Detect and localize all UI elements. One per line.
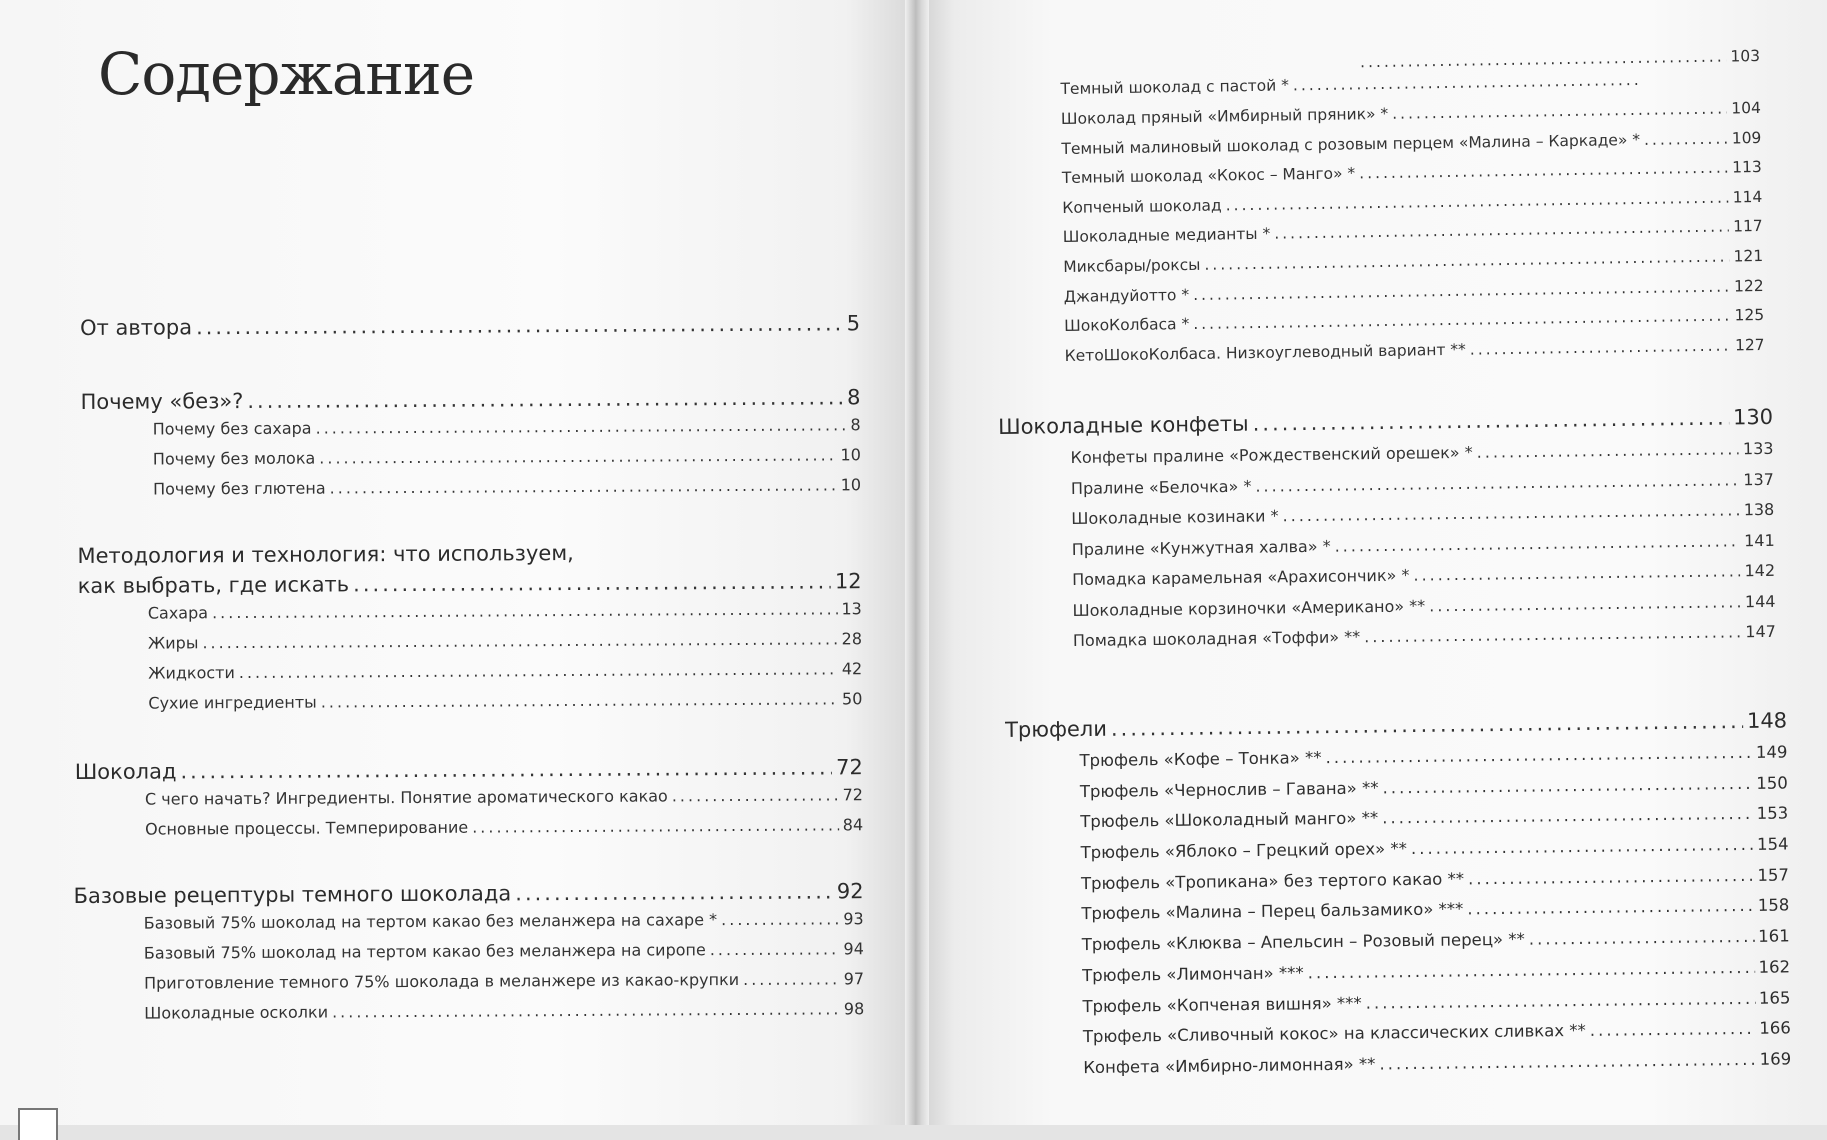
toc-label: ШокоКолбаса *	[1064, 315, 1190, 336]
toc-page: 117	[1732, 217, 1763, 236]
toc-item[interactable]	[81, 445, 861, 480]
leader-dots	[1411, 835, 1753, 858]
toc-label: Трюфель «Малина – Перец бальзамико» ***	[1081, 899, 1464, 924]
toc-label: Копченый шоколад	[1062, 196, 1222, 217]
leader-dots	[1325, 743, 1752, 767]
toc-page: 72	[835, 755, 863, 780]
leader-dots	[353, 569, 831, 596]
toc-label: Шоколадные осколки	[144, 1002, 329, 1023]
toc-page: 161	[1758, 926, 1790, 946]
toc-page: 13	[841, 599, 862, 619]
toc-page: 97	[843, 969, 865, 989]
toc-label: Почему без молока	[152, 448, 316, 469]
toc-label: Темный шоколад «Кокос – Манго» *	[1061, 164, 1356, 188]
leader-dots	[321, 689, 838, 711]
toc-label: Трюфель «Тропикана» без тертого какао **	[1080, 869, 1465, 893]
toc-page: 141	[1744, 530, 1775, 550]
leader-dots	[710, 939, 840, 959]
toc-label: Трюфель «Сливочный кокос» на классических сливках **	[1082, 1021, 1586, 1047]
toc-page: 148	[1746, 708, 1788, 733]
leader-dots	[1429, 592, 1741, 615]
toc-label: Конфета «Имбирно-лимонная» **	[1083, 1054, 1376, 1077]
toc-page: 42	[841, 659, 863, 679]
toc-page: 150	[1756, 773, 1788, 793]
toc-label: как выбрать, где искать	[77, 572, 350, 599]
toc-label: Базовые рецептуры темного шоколада	[73, 881, 512, 909]
leader-dots	[1477, 439, 1740, 461]
leader-dots	[472, 815, 839, 836]
leader-dots	[239, 659, 838, 682]
toc-label: Почему «без»?	[80, 389, 244, 414]
toc-page: 10	[840, 445, 861, 465]
toc-section-why[interactable]	[80, 385, 860, 420]
toc-label: Миксбары/роксы	[1063, 255, 1201, 276]
toc-item[interactable]	[82, 689, 862, 724]
toc-label: Трюфель «Клюква – Апельсин – Розовый перец» **	[1081, 929, 1525, 955]
toc-item[interactable]	[84, 909, 864, 944]
toc-label: Основные процессы. Темперирование	[145, 817, 469, 839]
leader-dots	[1529, 927, 1755, 949]
toc-item[interactable]	[84, 999, 864, 1034]
toc-label: Джандуйотто *	[1063, 285, 1190, 306]
toc-page: 98	[843, 999, 865, 1019]
toc-label: Шоколадные корзиночки «Американо» **	[1072, 595, 1426, 620]
toc-label: От автора	[80, 315, 193, 340]
toc-page: 109	[1731, 128, 1762, 148]
leader-dots	[1590, 1019, 1756, 1040]
leader-dots	[1364, 622, 1741, 646]
leader-dots	[212, 599, 838, 622]
toc-label: Трюфель «Копченая вишня» ***	[1082, 993, 1362, 1016]
toc-page: 103	[1730, 47, 1761, 66]
leader-dots	[180, 755, 832, 783]
leader-dots	[1644, 129, 1728, 148]
leader-dots	[1468, 866, 1754, 888]
leader-dots	[332, 999, 840, 1021]
toc-item[interactable]	[82, 659, 862, 694]
page-title: Содержание	[98, 40, 475, 108]
leader-dots	[721, 909, 839, 929]
toc-page: 169	[1759, 1049, 1792, 1069]
toc-label: Трюфели	[1005, 716, 1108, 742]
toc-label: С чего начать? Ингредиенты. Понятие ароматического какао	[144, 786, 668, 809]
toc-label: Шоколадные козинаки *	[1071, 506, 1279, 529]
toc-section-method-line1[interactable]: Методология и технология: что используем,	[77, 540, 574, 569]
toc-label: Пралине «Кунжутная халва» *	[1071, 536, 1331, 559]
leader-dots	[319, 445, 836, 467]
toc-label: Трюфель «Кофе – Тонка» **	[1079, 748, 1322, 771]
toc-page: 137	[1743, 469, 1775, 489]
toc-label: Трюфель «Шоколадный манго» **	[1080, 808, 1379, 832]
leader-dots	[1467, 896, 1754, 918]
leader-dots	[330, 475, 837, 497]
toc-label: Базовый 75% шоколад на тертом какао без меланжера на сиропе	[143, 940, 706, 963]
toc-page: 72	[842, 785, 863, 805]
right-toc-truffles	[1005, 708, 1791, 1089]
leader-dots	[202, 629, 837, 652]
toc-label: Почему без глютена	[153, 478, 326, 499]
toc-page: 122	[1733, 276, 1764, 296]
toc-page: 162	[1758, 957, 1791, 977]
leader-dots	[743, 969, 840, 989]
leader-dots	[1366, 988, 1755, 1012]
leader-dots	[1413, 561, 1740, 584]
toc-page: 125	[1734, 306, 1765, 325]
leader-dots	[1470, 336, 1731, 358]
toc-section-method[interactable]	[78, 569, 862, 604]
toc-page: 10	[840, 475, 862, 495]
toc-page: 157	[1757, 865, 1790, 885]
toc-label: Сахара	[147, 603, 209, 623]
leader-dots	[1252, 405, 1729, 435]
toc-page: 93	[843, 909, 864, 929]
toc-page: 121	[1733, 246, 1764, 266]
toc-item[interactable]	[84, 939, 864, 974]
toc-page: 92	[836, 879, 864, 904]
toc-section-author[interactable]	[80, 311, 860, 346]
leader-dots	[1382, 804, 1753, 828]
toc-label: Приготовление темного 75% шоколада в меланжере из какао-крупки	[144, 969, 740, 993]
right-toc-candies	[998, 405, 1776, 663]
toc-item[interactable]	[83, 815, 863, 850]
toc-label: Базовый 75% шоколад на тертом какао без меланжера на сахаре *	[143, 910, 718, 933]
toc-page: 8	[850, 415, 861, 435]
toc-label: Помадка карамельная «Арахисончик» *	[1072, 565, 1410, 590]
toc-page: 5	[846, 311, 861, 336]
toc-label: Помадка шоколадная «Тоффи» **	[1072, 627, 1361, 651]
toc-page: 104	[1731, 98, 1762, 118]
toc-page: 130	[1732, 404, 1774, 430]
toc-page: 113	[1732, 158, 1762, 177]
toc-label: Трюфель «Яблоко – Грецкий орех» **	[1080, 839, 1408, 863]
toc-page: 50	[841, 689, 863, 709]
page-number-box	[18, 1108, 58, 1140]
toc-section-chocolate[interactable]	[75, 755, 863, 790]
toc-page: 166	[1759, 1018, 1791, 1038]
toc-label: Пралине «Белочка» *	[1070, 476, 1252, 498]
toc-label: Почему без сахара	[152, 418, 312, 439]
toc-page: 158	[1757, 895, 1790, 916]
toc-page: 84	[842, 815, 864, 835]
toc-label: Трюфель «Чернослив – Гавана» **	[1079, 778, 1379, 801]
leader-dots	[515, 879, 833, 905]
leader-dots	[1308, 958, 1755, 982]
toc-item[interactable]	[81, 475, 861, 510]
toc-label: Жиры	[147, 633, 199, 653]
leader-dots	[196, 311, 843, 339]
toc-page: 147	[1745, 621, 1777, 642]
toc-page: 149	[1755, 742, 1788, 762]
toc-page: 153	[1756, 803, 1789, 824]
toc-label: КетоШокоКолбаса. Низкоуглеводный вариант **	[1064, 340, 1466, 365]
leader-dots	[1392, 100, 1727, 123]
toc-page: 12	[834, 569, 862, 594]
right-toc-top	[1060, 47, 1765, 376]
leader-dots	[247, 385, 843, 413]
toc-item[interactable]	[81, 415, 861, 450]
toc-label: Шоколад	[74, 759, 177, 785]
toc-label: Шоколадные медианты *	[1062, 225, 1271, 247]
toc-label: Конфеты пралине «Рождественский орешек» *	[1070, 442, 1473, 468]
toc-item[interactable]	[82, 599, 862, 634]
toc-page: 114	[1732, 187, 1763, 207]
toc-label: Сухие ингредиенты	[148, 692, 317, 713]
toc-label: Темный малиновый шоколад с розовым перцем «Малина – Каркаде» *	[1061, 130, 1641, 158]
toc-page: 138	[1743, 499, 1775, 520]
toc-label: Жидкости	[148, 663, 235, 683]
toc-page: 144	[1744, 591, 1776, 611]
toc-item[interactable]	[84, 969, 864, 1004]
toc-item[interactable]	[82, 629, 862, 664]
toc-label: Шоколадные конфеты	[998, 411, 1249, 439]
book-gutter	[905, 0, 929, 1125]
leader-dots	[1334, 531, 1740, 555]
toc-page: 133	[1742, 438, 1774, 459]
left-toc	[73, 311, 865, 1034]
toc-page: 127	[1734, 335, 1765, 355]
toc-section-base[interactable]	[73, 879, 863, 914]
toc-page: 94	[843, 939, 864, 959]
toc-page: 142	[1744, 560, 1776, 581]
toc-item[interactable]	[83, 785, 863, 820]
leader-dots	[316, 415, 847, 437]
leader-dots	[1382, 774, 1752, 798]
leader-dots	[672, 785, 839, 805]
toc-page: 154	[1756, 834, 1789, 854]
toc-page: 165	[1758, 987, 1791, 1008]
toc-label: Шоколад пряный «Имбирный пряник» *	[1060, 104, 1389, 128]
toc-page: 28	[841, 629, 863, 649]
toc-page: 8	[847, 385, 861, 410]
toc-label: Темный шоколад с пастой *	[1060, 76, 1290, 98]
toc-label: Трюфель «Лимончан» ***	[1082, 963, 1304, 985]
leader-dots	[1379, 1050, 1756, 1074]
